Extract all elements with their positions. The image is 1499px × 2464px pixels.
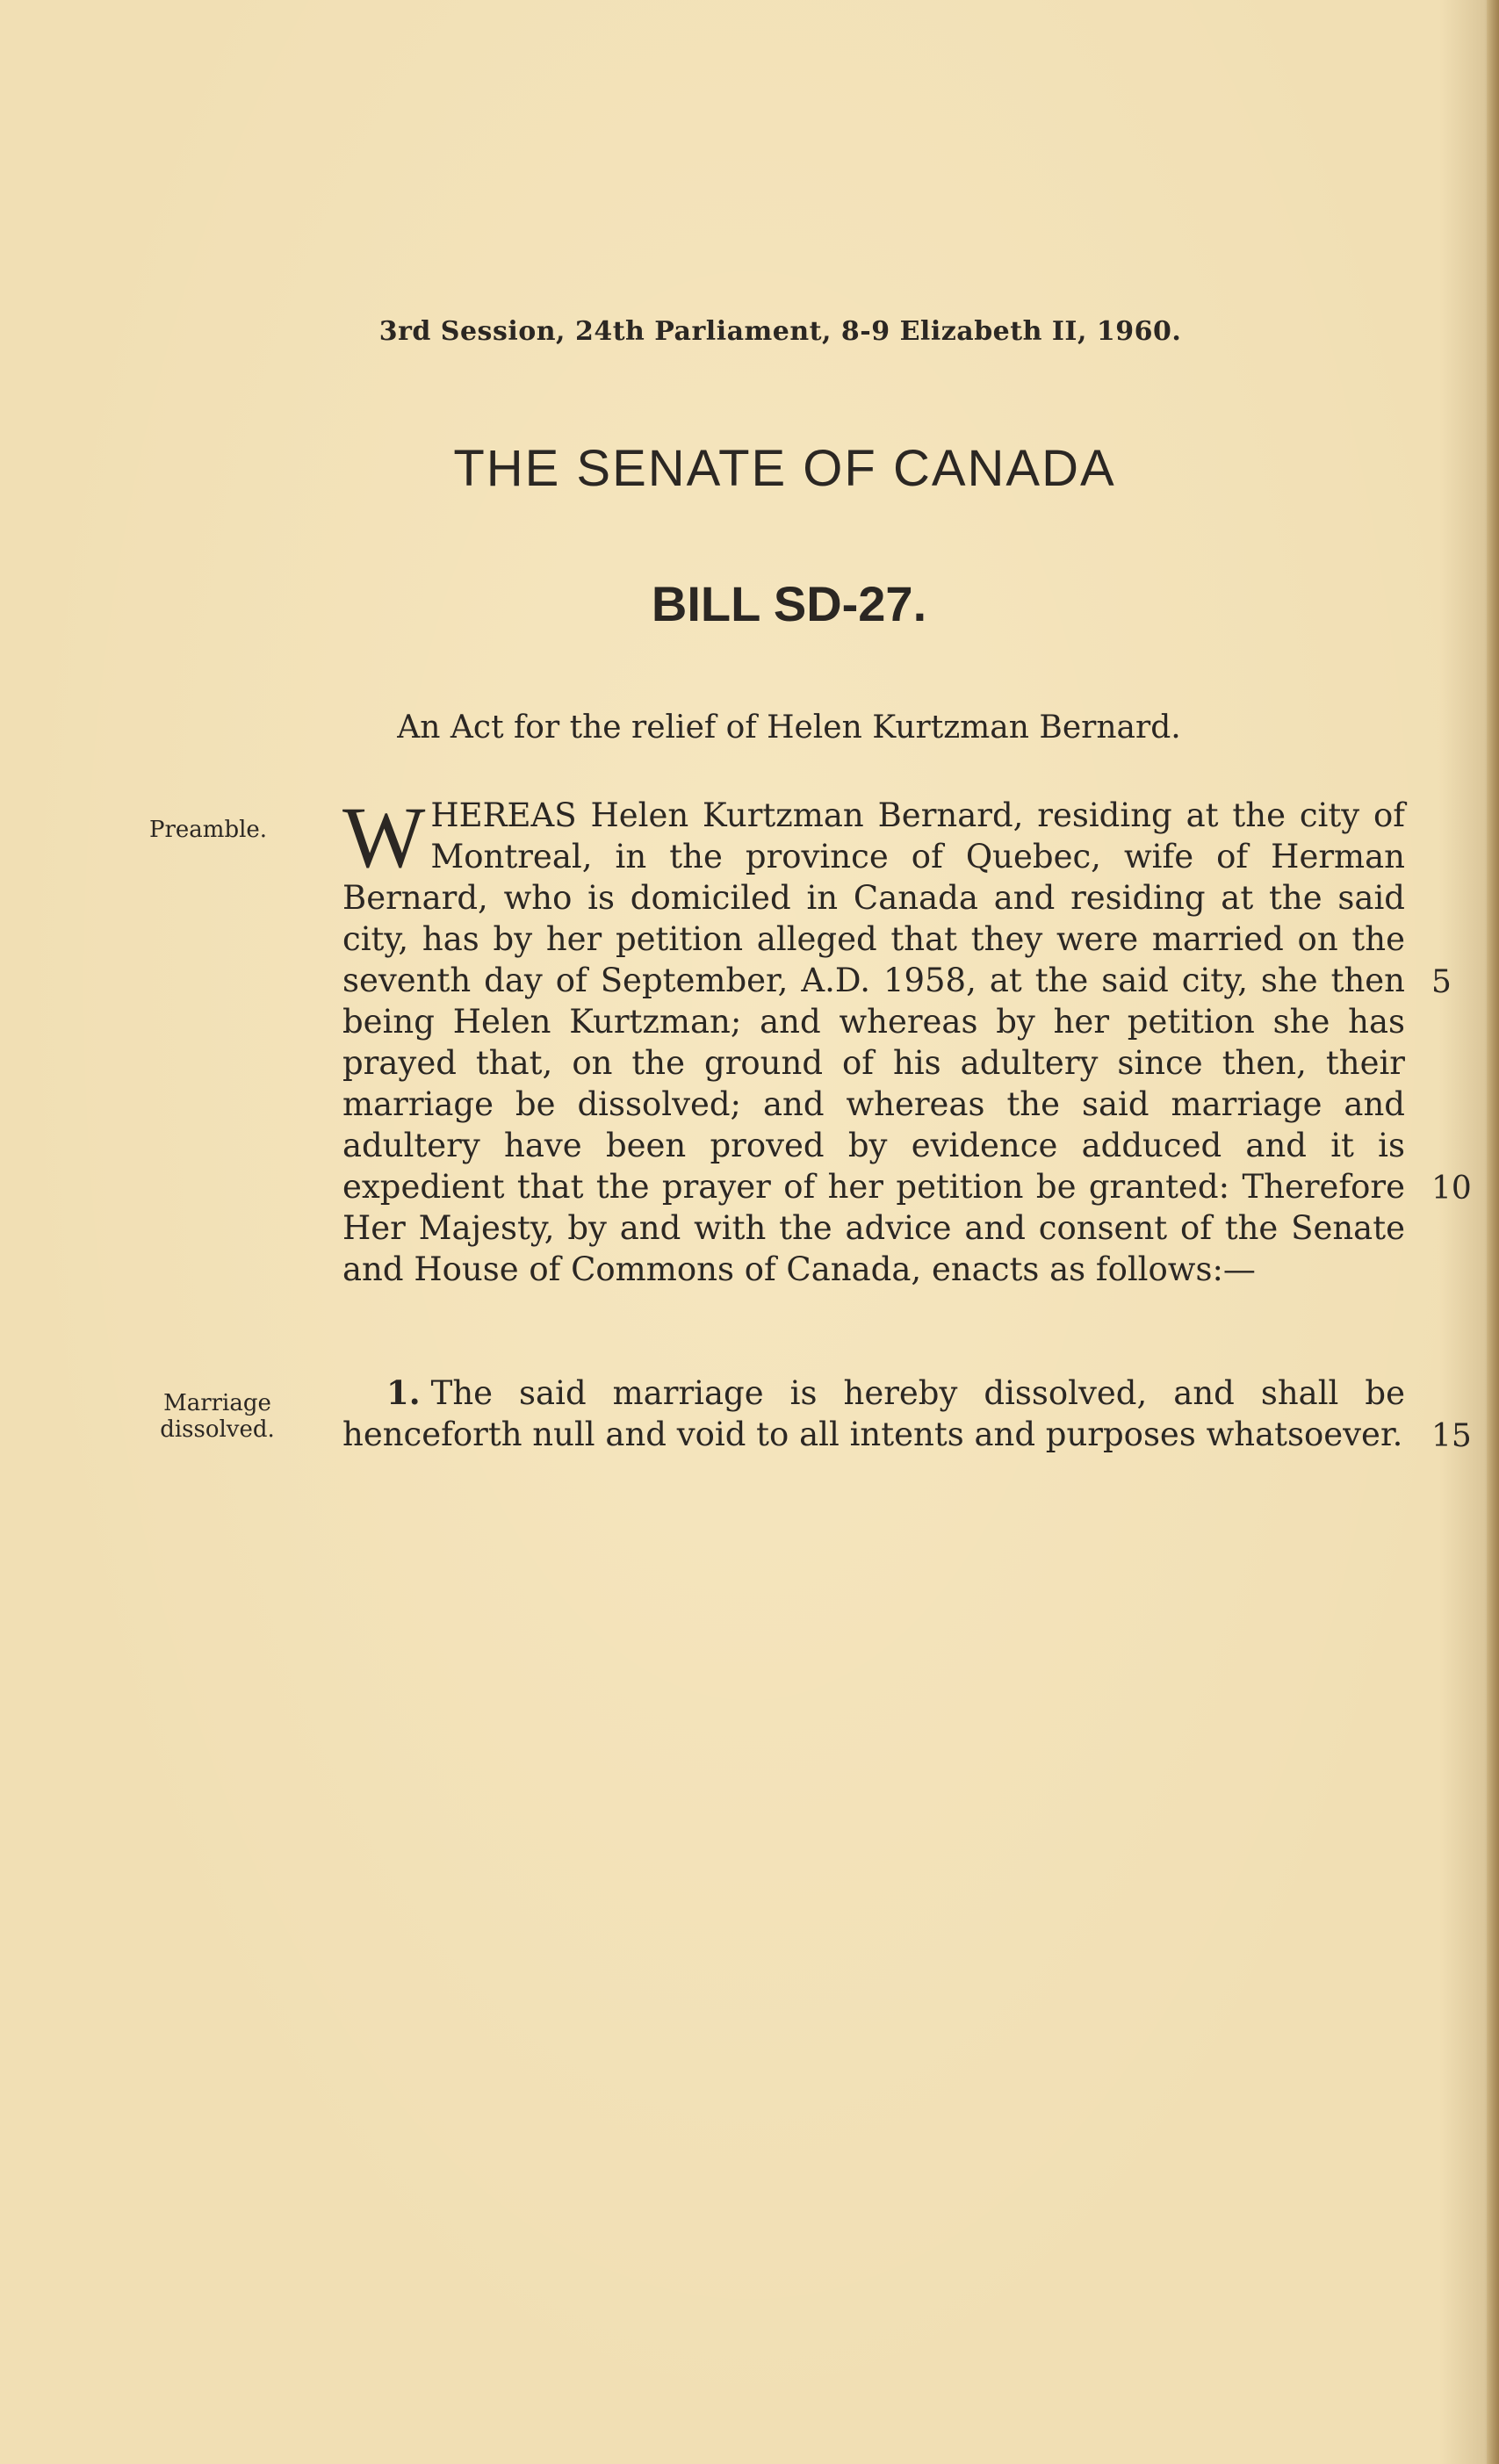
session-line: 3rd Session, 24th Parliament, 8-9 Elizabeth II, 1960.	[378, 316, 1182, 347]
act-subtitle: An Act for the relief of Helen Kurtzman Bernard.	[397, 710, 1181, 746]
line-number: 5	[1431, 964, 1452, 1000]
preamble-paragraph	[342, 789, 1405, 1290]
line-number: 15	[1431, 1418, 1472, 1454]
page-edge	[1487, 0, 1499, 2464]
section-1-paragraph	[342, 1372, 1405, 1455]
margin-note-marriage-dissolved: Marriage dissolved.	[160, 1390, 275, 1443]
preamble-text: HEREAS Helen Kurtzman Bernard, residing at the city of Montreal, in the province of Quebec, wife of Herman Bernard, who is domiciled in Canada and residing at the said city, has by her petition alleged that they were married on the seventh day of September, A.D. 1958, at the said city, she then being Helen Kurtzman; and whereas by her petition she has prayed that, on the ground of his adultery since then, their marriage be dissolved; and whereas the said marriage and adultery have been proved by evidence adduced and it is expedient that the prayer of her petition be granted: Therefore Her Majesty, by and with the advice and consent of the Senate and House of Commons of Canada, enacts as follows:—	[342, 796, 1405, 1288]
section-number: 1.	[386, 1373, 421, 1412]
section-text: The said marriage is hereby dissolved, and shall be henceforth null and void to all intents and purposes whatsoever.	[342, 1374, 1405, 1453]
margin-note-preamble: Preamble.	[149, 817, 268, 843]
senate-title: THE SENATE OF CANADA	[453, 440, 1116, 497]
bill-number: BILL SD-27.	[651, 576, 927, 631]
line-number: 10	[1431, 1171, 1472, 1207]
drop-cap: W	[342, 789, 426, 886]
